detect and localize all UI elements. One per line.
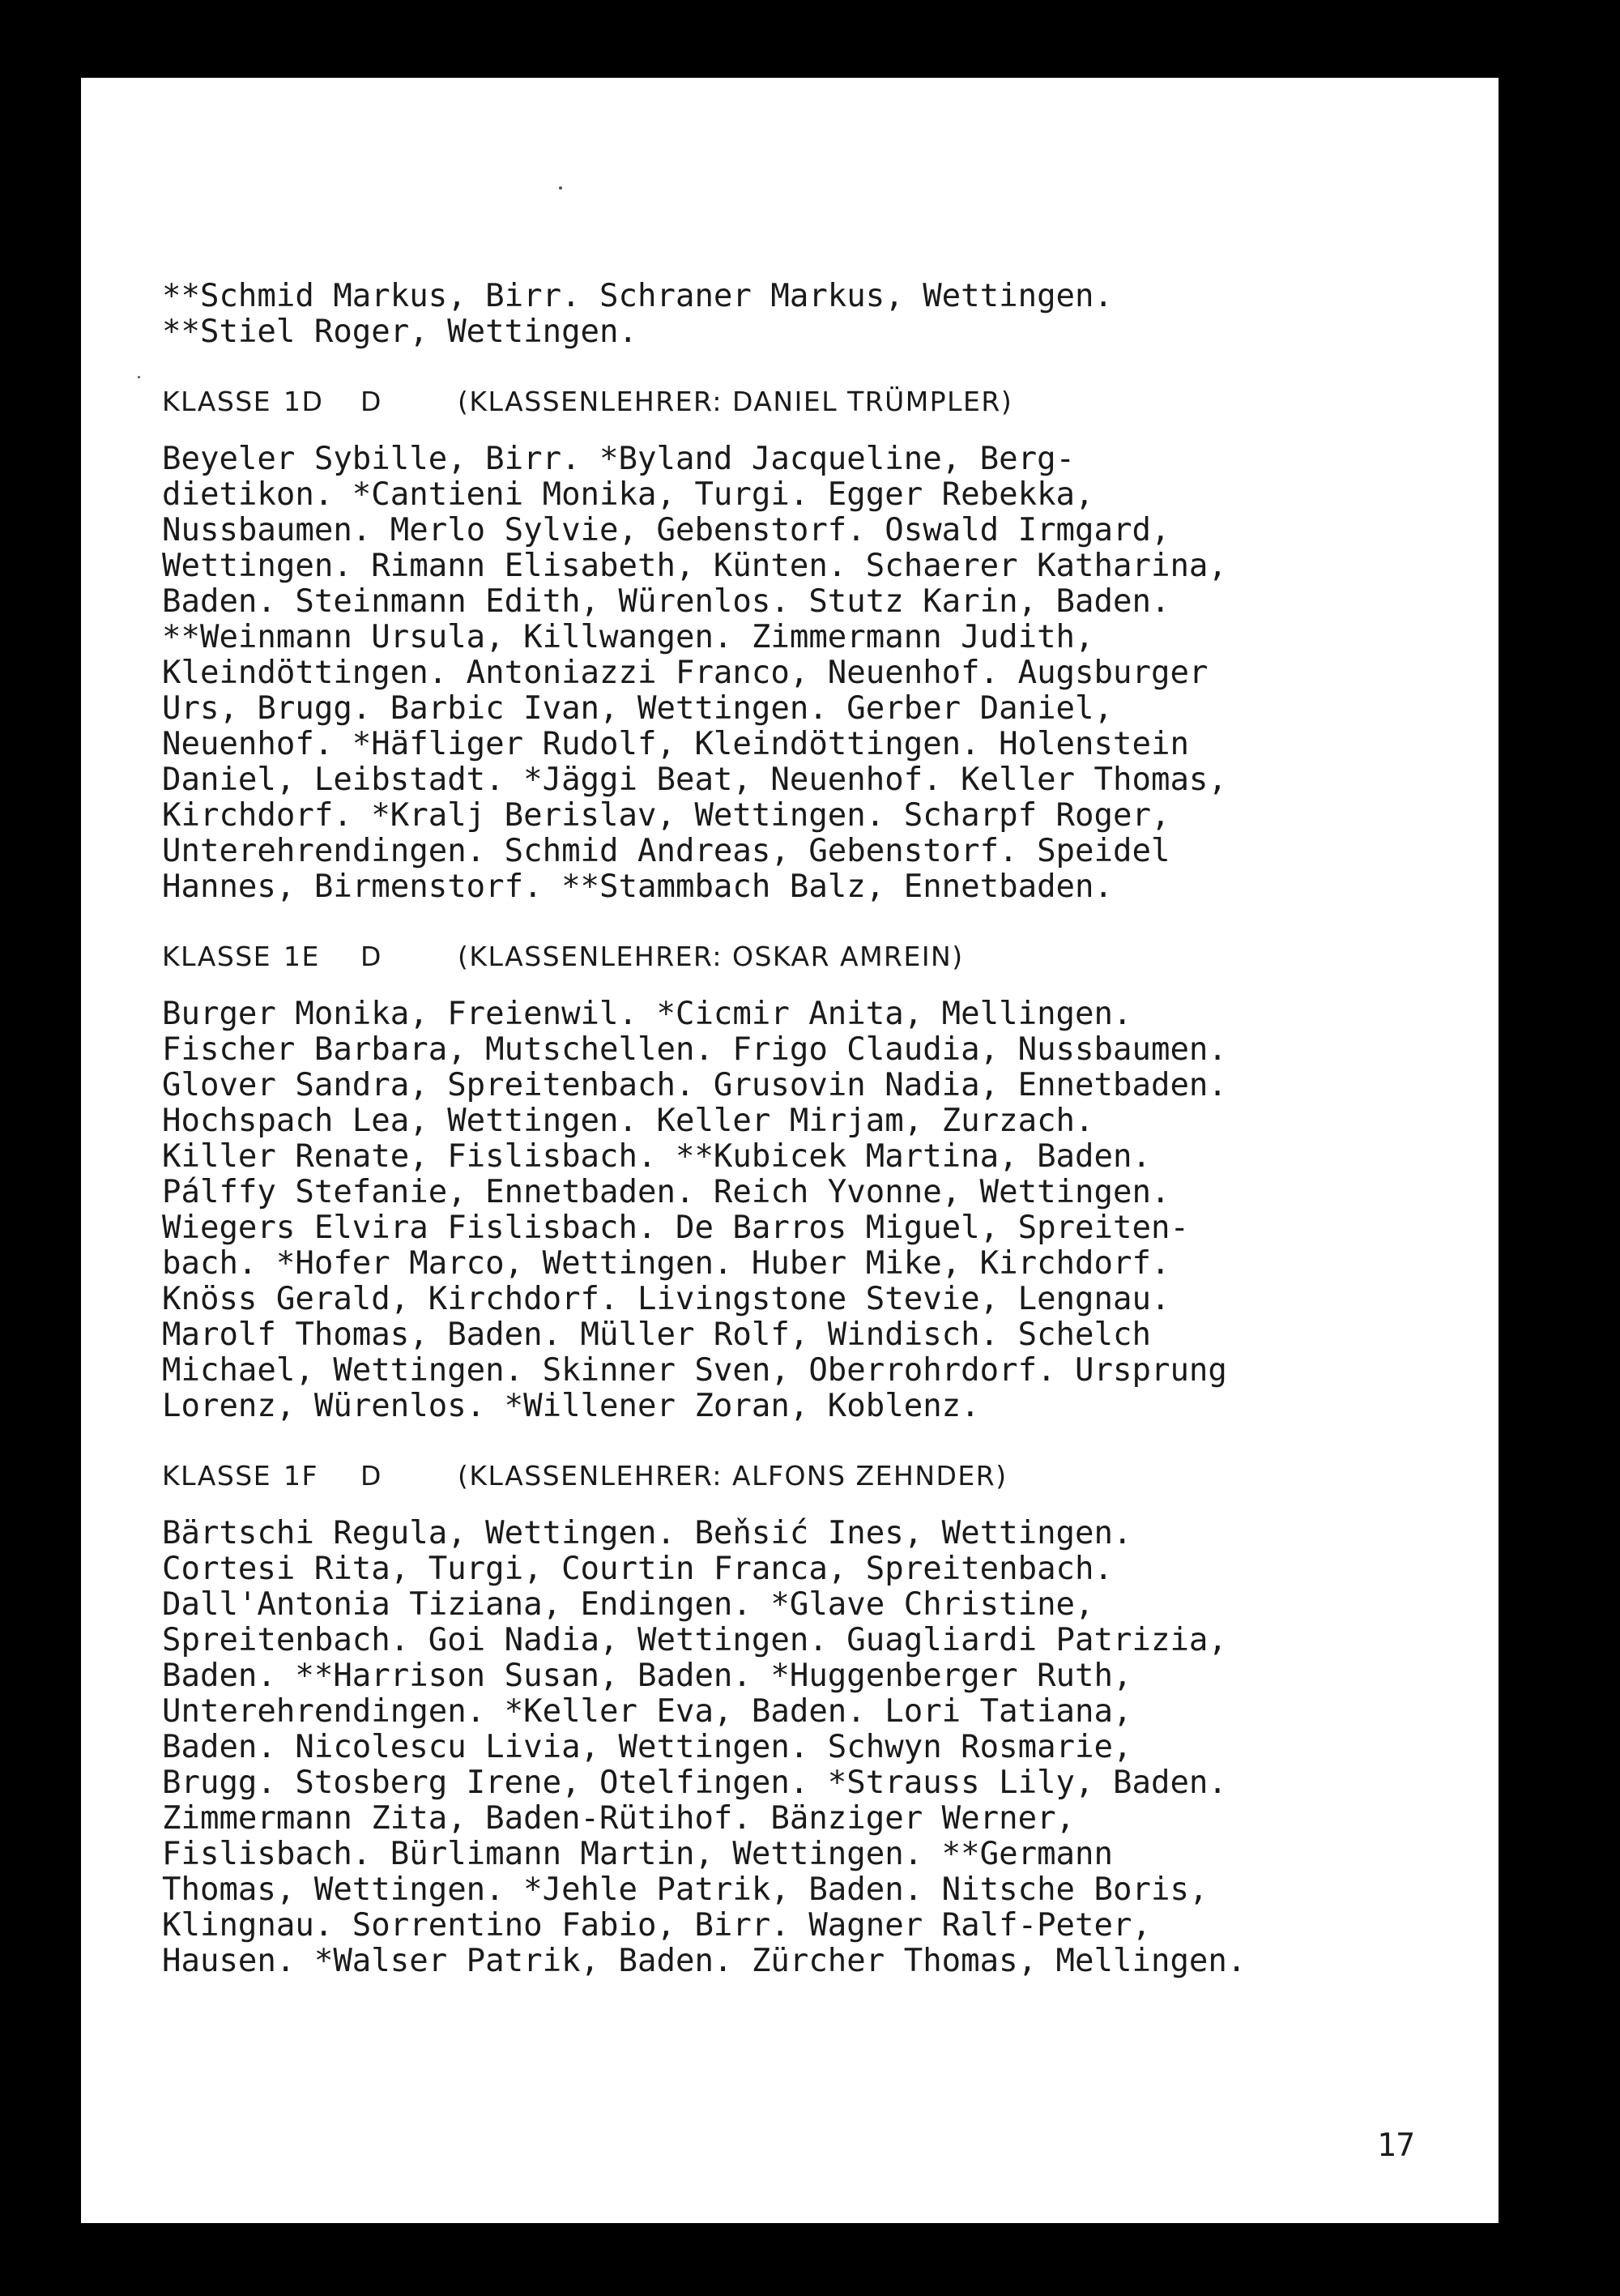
heading-teacher: (KLASSENLEHRER: ALFONS ZEHNDER) [458, 1460, 1008, 1492]
text-line: Nussbaumen. Merlo Sylvie, Gebenstorf. Oswald Irmgard, [162, 512, 1170, 548]
text-line: Killer Renate, Fislisbach. **Kubicek Martina, Baden. [162, 1138, 1151, 1175]
text-line: Wettingen. Rimann Elisabeth, Künten. Schaerer Katharina, [162, 548, 1227, 584]
text-line: Baden. **Harrison Susan, Baden. *Huggenberger Ruth, [162, 1658, 1132, 1694]
heading-class-code: 1E [284, 941, 320, 972]
student-list [162, 996, 1426, 1424]
text-line: Thomas, Wettingen. *Jehle Patrik, Baden. Nitsche Boris, [162, 1871, 1209, 1908]
heading-teacher: (KLASSENLEHRER: DANIEL TRÜMPLER) [458, 386, 1013, 417]
heading-suffix: D [360, 1460, 382, 1492]
heading-teacher: (KLASSENLEHRER: OSKAR AMREIN) [458, 941, 964, 972]
text-line: Hannes, Birmenstorf. **Stammbach Balz, Ennetbaden. [162, 868, 1113, 905]
text-line: Fischer Barbara, Mutschellen. Frigo Claudia, Nussbaumen. [162, 1031, 1227, 1068]
text-line: Baden. Nicolescu Livia, Wettingen. Schwyn Rosmarie, [162, 1729, 1132, 1765]
scan-speck [138, 376, 140, 378]
heading-class-code: 1F [284, 1460, 318, 1492]
heading-suffix: D [360, 941, 382, 972]
document-page [81, 78, 1498, 2223]
page-content [162, 279, 1426, 1979]
text-line: Unterehrendingen. Schmid Andreas, Gebenstorf. Speidel [162, 833, 1170, 869]
heading-label: KLASSE [162, 941, 272, 972]
text-line: Glover Sandra, Spreitenbach. Grusovin Nadia, Ennetbaden. [162, 1067, 1227, 1103]
text-line: Pálffy Stefanie, Ennetbaden. Reich Yvonne, Wettingen. [162, 1174, 1170, 1210]
text-line: Hausen. *Walser Patrik, Baden. Zürcher Thomas, Mellingen. [162, 1943, 1247, 1979]
class-heading [162, 386, 1426, 417]
heading-label: KLASSE [162, 386, 272, 417]
text-line: Marolf Thomas, Baden. Müller Rolf, Windisch. Schelch [162, 1317, 1151, 1353]
text-line: Beyeler Sybille, Birr. *Byland Jacqueline, Berg- [162, 441, 1076, 477]
text-line: Spreitenbach. Goi Nadia, Wettingen. Guagliardi Patrizia, [162, 1622, 1227, 1658]
text-line: Burger Monika, Freienwil. *Cicmir Anita, Mellingen. [162, 996, 1132, 1032]
text-line: Kleindöttingen. Antoniazzi Franco, Neuenhof. Augsburger [162, 655, 1209, 691]
text-line: **Stiel Roger, Wettingen. [162, 314, 637, 350]
text-line: Lorenz, Würenlos. *Willener Zoran, Koblenz. [162, 1388, 980, 1424]
class-section-1e [162, 941, 1426, 1424]
class-section-1d [162, 386, 1426, 905]
text-line: Daniel, Leibstadt. *Jäggi Beat, Neuenhof. Keller Thomas, [162, 762, 1227, 798]
page-number: 17 [1377, 2127, 1415, 2164]
text-line: Zimmermann Zita, Baden-Rütihof. Bänziger Werner, [162, 1800, 1076, 1837]
class-heading [162, 1460, 1426, 1492]
heading-suffix: D [360, 386, 382, 417]
text-line: Unterehrendingen. *Keller Eva, Baden. Lori Tatiana, [162, 1693, 1132, 1730]
text-line: Fislisbach. Bürlimann Martin, Wettingen. **Germann [162, 1836, 1113, 1872]
intro-paragraph [162, 279, 1426, 350]
text-line: Kirchdorf. *Kralj Berislav, Wettingen. Scharpf Roger, [162, 797, 1170, 834]
student-list [162, 1516, 1426, 1979]
text-line: Brugg. Stosberg Irene, Otelfingen. *Strauss Lily, Baden. [162, 1765, 1227, 1801]
text-line: Knöss Gerald, Kirchdorf. Livingstone Stevie, Lengnau. [162, 1281, 1170, 1317]
scan-speck [559, 186, 562, 190]
text-line: Wiegers Elvira Fislisbach. De Barros Miguel, Spreiten- [162, 1210, 1189, 1246]
text-line: Neuenhof. *Häfliger Rudolf, Kleindöttingen. Holenstein [162, 726, 1189, 762]
class-section-1f [162, 1460, 1426, 1979]
text-line: Dall'Antonia Tiziana, Endingen. *Glave Christine, [162, 1586, 1094, 1623]
text-line: dietikon. *Cantieni Monika, Turgi. Egger Rebekka, [162, 476, 1094, 513]
text-line: **Weinmann Ursula, Killwangen. Zimmermann Judith, [162, 619, 1094, 655]
text-line: Hochspach Lea, Wettingen. Keller Mirjam, Zurzach. [162, 1103, 1094, 1139]
text-line: Cortesi Rita, Turgi, Courtin Franca, Spreitenbach. [162, 1551, 1113, 1587]
heading-class-code: 1D [284, 386, 324, 417]
text-line: bach. *Hofer Marco, Wettingen. Huber Mike, Kirchdorf. [162, 1245, 1170, 1282]
text-line: Urs, Brugg. Barbic Ivan, Wettingen. Gerber Daniel, [162, 690, 1113, 727]
class-heading [162, 941, 1426, 972]
heading-label: KLASSE [162, 1460, 272, 1492]
text-line: Michael, Wettingen. Skinner Sven, Oberrohrdorf. Ursprung [162, 1352, 1227, 1389]
text-line: Klingnau. Sorrentino Fabio, Birr. Wagner Ralf-Peter, [162, 1907, 1151, 1944]
text-line: Bärtschi Regula, Wettingen. Beňsić Ines, Wettingen. [162, 1515, 1132, 1551]
text-line: Baden. Steinmann Edith, Würenlos. Stutz Karin, Baden. [162, 583, 1170, 620]
text-line: **Schmid Markus, Birr. Schraner Markus, Wettingen. [162, 278, 1113, 314]
student-list [162, 442, 1426, 905]
